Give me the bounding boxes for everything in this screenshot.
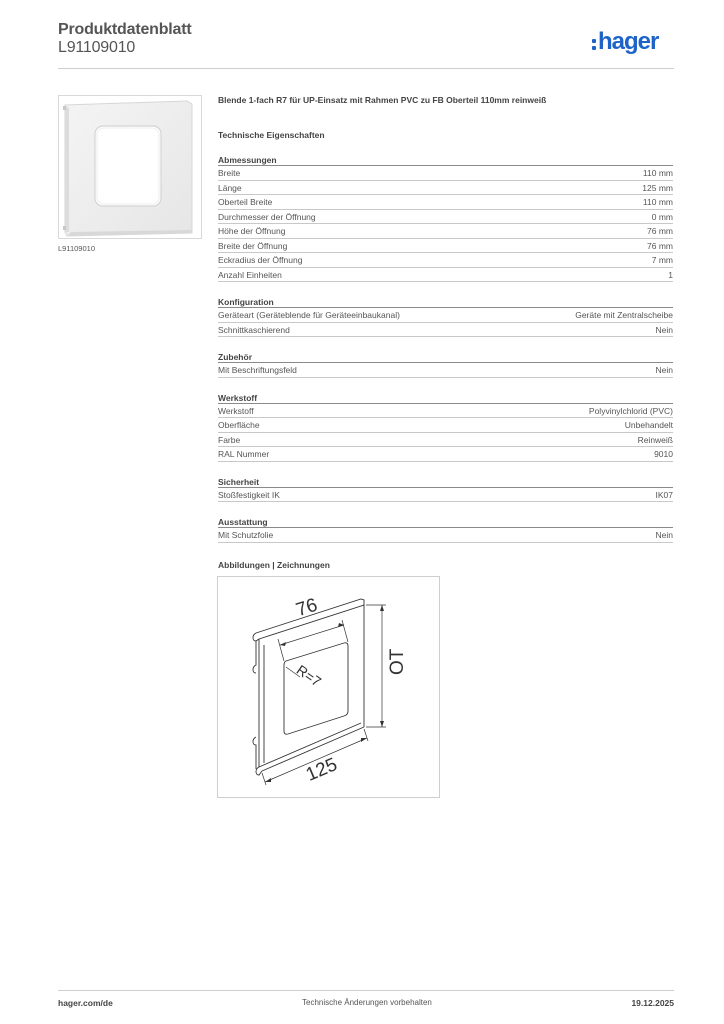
row-value: 1 bbox=[668, 269, 673, 280]
footer-website: hager.com/de bbox=[58, 998, 113, 1008]
product-image bbox=[58, 95, 202, 239]
row-label: Stoßfestigkeit IK bbox=[218, 489, 280, 500]
section-title: Zubehör bbox=[218, 351, 673, 363]
row-value: 76 mm bbox=[647, 226, 673, 236]
technical-drawing bbox=[217, 576, 440, 798]
footer-date: 19.12.2025 bbox=[631, 998, 674, 1008]
row-label: Oberfläche bbox=[218, 420, 260, 430]
product-photo-icon bbox=[59, 96, 201, 238]
image-caption: L91109010 bbox=[58, 244, 95, 253]
row-label: Mit Beschriftungsfeld bbox=[218, 365, 297, 375]
row-value: 76 mm bbox=[647, 240, 673, 251]
table-row bbox=[218, 418, 673, 433]
row-label: Werkstoff bbox=[218, 405, 254, 416]
row-value: 9010 bbox=[654, 449, 673, 459]
product-details bbox=[218, 94, 673, 571]
row-value: 7 mm bbox=[651, 255, 673, 265]
section-title: Abmessungen bbox=[218, 154, 673, 166]
row-label: Eckradius der Öffnung bbox=[218, 255, 303, 265]
table-row bbox=[218, 195, 673, 210]
footer-divider bbox=[58, 990, 674, 991]
table-row bbox=[218, 166, 673, 181]
row-label: Schnittkaschierend bbox=[218, 324, 290, 335]
row-label: Geräteart (Geräteblende für Geräteeinbaukanal) bbox=[218, 310, 400, 320]
dimension-height-label: OT bbox=[387, 648, 408, 675]
row-label: Oberteil Breite bbox=[218, 197, 273, 207]
section-title: Werkstoff bbox=[218, 392, 673, 404]
technical-properties-title: Technische Eigenschaften bbox=[218, 130, 325, 140]
section-material bbox=[218, 392, 673, 462]
product-description: Blende 1-fach R7 für UP-Einsatz mit Rahmen PVC zu FB Oberteil 110mm reinweiß bbox=[218, 95, 547, 105]
row-value: Unbehandelt bbox=[624, 420, 673, 430]
section-title: Sicherheit bbox=[218, 476, 673, 488]
section-accessories bbox=[218, 351, 673, 378]
dimension-width-label: 76 bbox=[293, 594, 321, 622]
row-label: Breite bbox=[218, 168, 241, 178]
article-number: L91109010 bbox=[58, 39, 136, 56]
row-value: 0 mm bbox=[651, 211, 673, 222]
table-row bbox=[218, 363, 673, 378]
table-row bbox=[218, 224, 673, 239]
dimension-radius-label: R=7 bbox=[293, 661, 325, 690]
document-title: Produktdatenblatt bbox=[58, 21, 192, 38]
table-row bbox=[218, 308, 673, 323]
table-row bbox=[218, 239, 673, 254]
table-row bbox=[218, 528, 673, 543]
table-row bbox=[218, 181, 673, 196]
row-value: Nein bbox=[655, 365, 673, 375]
row-label: Farbe bbox=[218, 434, 241, 445]
row-value: Reinweiß bbox=[637, 434, 673, 445]
section-title: Ausstattung bbox=[218, 516, 673, 528]
section-equipment bbox=[218, 516, 673, 543]
section-configuration bbox=[218, 296, 673, 337]
technical-drawing-icon bbox=[218, 577, 439, 797]
section-title: Konfiguration bbox=[218, 296, 673, 308]
row-label: Durchmesser der Öffnung bbox=[218, 211, 316, 222]
row-label: Breite der Öffnung bbox=[218, 240, 288, 251]
table-row bbox=[218, 447, 673, 462]
table-row bbox=[218, 210, 673, 225]
row-value: IK07 bbox=[655, 489, 673, 500]
row-label: Länge bbox=[218, 182, 242, 193]
section-safety bbox=[218, 476, 673, 503]
footer-notice: Technische Änderungen vorbehalten bbox=[302, 998, 432, 1007]
table-row bbox=[218, 323, 673, 338]
row-label: Anzahl Einheiten bbox=[218, 269, 282, 280]
header-divider bbox=[58, 68, 674, 69]
table-row bbox=[218, 433, 673, 448]
table-row bbox=[218, 253, 673, 268]
logo-dots-icon bbox=[592, 39, 596, 50]
row-value: Geräte mit Zentralscheibe bbox=[575, 310, 673, 320]
row-label: RAL Nummer bbox=[218, 449, 270, 459]
dimension-length-label: 125 bbox=[303, 754, 341, 786]
hager-logo bbox=[592, 28, 674, 56]
section-dimensions bbox=[218, 154, 673, 282]
row-value: Polyvinylchlorid (PVC) bbox=[588, 405, 673, 416]
row-value: Nein bbox=[655, 324, 673, 335]
row-label: Mit Schutzfolie bbox=[218, 530, 274, 540]
table-row bbox=[218, 404, 673, 419]
table-row bbox=[218, 268, 673, 283]
row-value: 125 mm bbox=[642, 182, 673, 193]
row-value: 110 mm bbox=[642, 197, 673, 207]
logo-text: hager bbox=[598, 28, 659, 55]
row-value: Nein bbox=[655, 530, 673, 540]
row-label: Höhe der Öffnung bbox=[218, 226, 286, 236]
table-row bbox=[218, 488, 673, 503]
figures-title: Abbildungen | Zeichnungen bbox=[218, 559, 330, 570]
row-value: 110 mm bbox=[642, 168, 673, 178]
